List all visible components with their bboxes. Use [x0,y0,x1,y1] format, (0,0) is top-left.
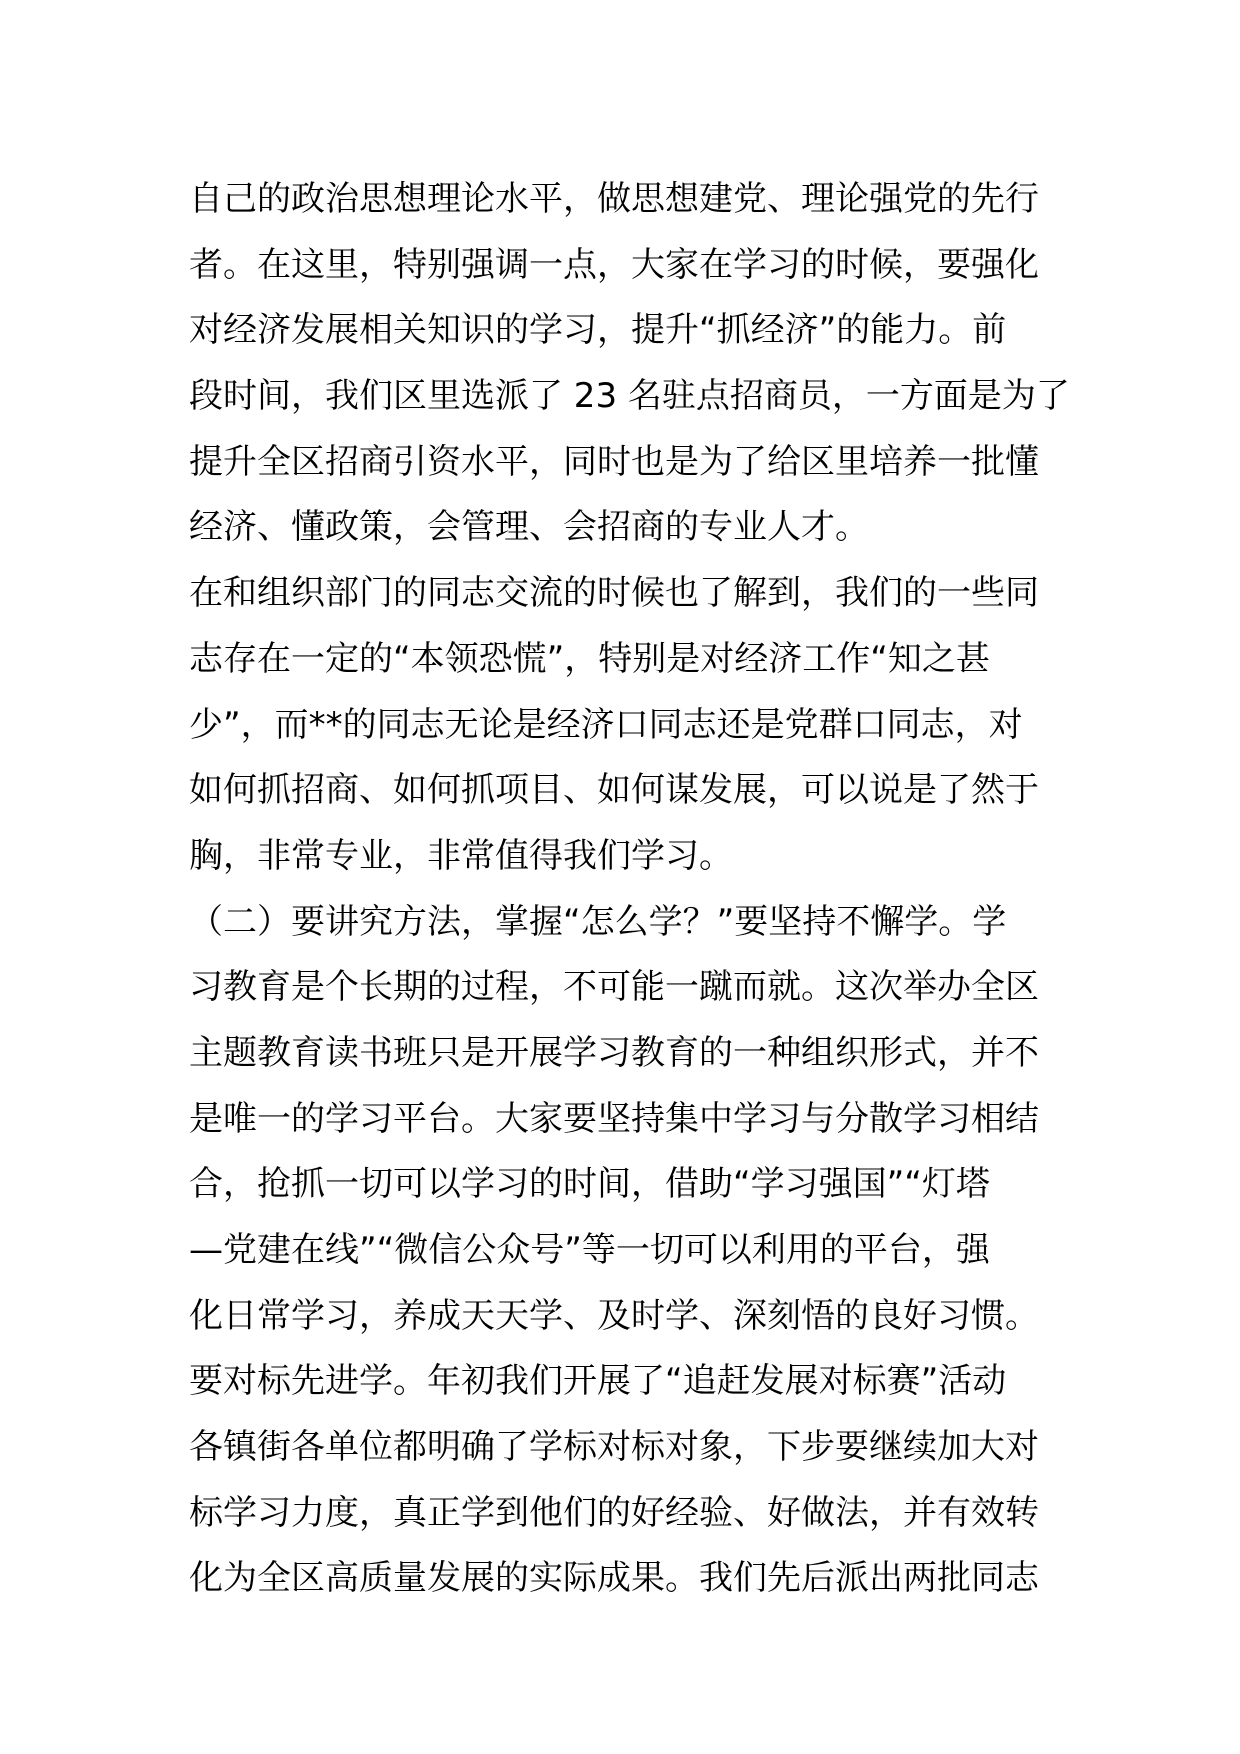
text-line: 志存在一定的“本领恐慌”，特别是对经济工作“知之甚 [189,638,990,679]
text-line: 如何抓招商、如何抓项目、如何谋发展，可以说是了然于 [189,770,1039,811]
section-heading-line: （二）要讲究方法，掌握“怎么学？”要坚持不懈学。学 [189,901,1007,942]
text-line: 标学习力度，真正学到他们的好经验、好做法，并有效转 [189,1492,1039,1533]
text-line: 段时间，我们区里选派了 23 名驻点招商员，一方面是为了 [189,376,1070,417]
text-line: 提升全区招商引资水平，同时也是为了给区里培养一批懂 [189,441,1039,482]
text-line: 化日常学习，养成天天学、及时学、深刻悟的良好习惯。 [189,1295,1039,1336]
text-line: 是唯一的学习平台。大家要坚持集中学习与分散学习相结 [189,1098,1039,1139]
text-line: 自己的政治思想理论水平，做思想建党、理论强党的先行 [189,179,1039,219]
text-line: —党建在线”“微信公众号”等一切可以利用的平台，强 [189,1230,990,1270]
text-line: 习教育是个长期的过程，不可能一蹴而就。这次举办全区 [189,967,1039,1008]
text-line: 在和组织部门的同志交流的时候也了解到，我们的一些同 [189,573,1039,614]
text-line: 化为全区高质量发展的实际成果。我们先后派出两批同志 [189,1558,1039,1599]
text-line: 合，抢抓一切可以学习的时间，借助“学习强国”“灯塔 [189,1164,990,1205]
text-line: 者。在这里，特别强调一点，大家在学习的时候，要强化 [189,244,1039,285]
text-line: 经济、懂政策，会管理、会招商的专业人才。 [189,507,869,548]
text-line: 各镇街各单位都明确了学标对标对象，下步要继续加大对 [189,1427,1039,1468]
text-line: 主题教育读书班只是开展学习教育的一种组织形式，并不 [189,1032,1039,1073]
text-line: 对经济发展相关知识的学习，提升“抓经济”的能力。前 [189,310,1007,351]
text-line: 胸，非常专业，非常值得我们学习。 [189,835,733,876]
body-text [189,167,1070,1612]
text-line: 少”，而**的同志无论是经济口同志还是党群口同志，对 [189,704,1023,745]
text-line: 要对标先进学。年初我们开展了“追赶发展对标赛”活动 [189,1361,1007,1402]
